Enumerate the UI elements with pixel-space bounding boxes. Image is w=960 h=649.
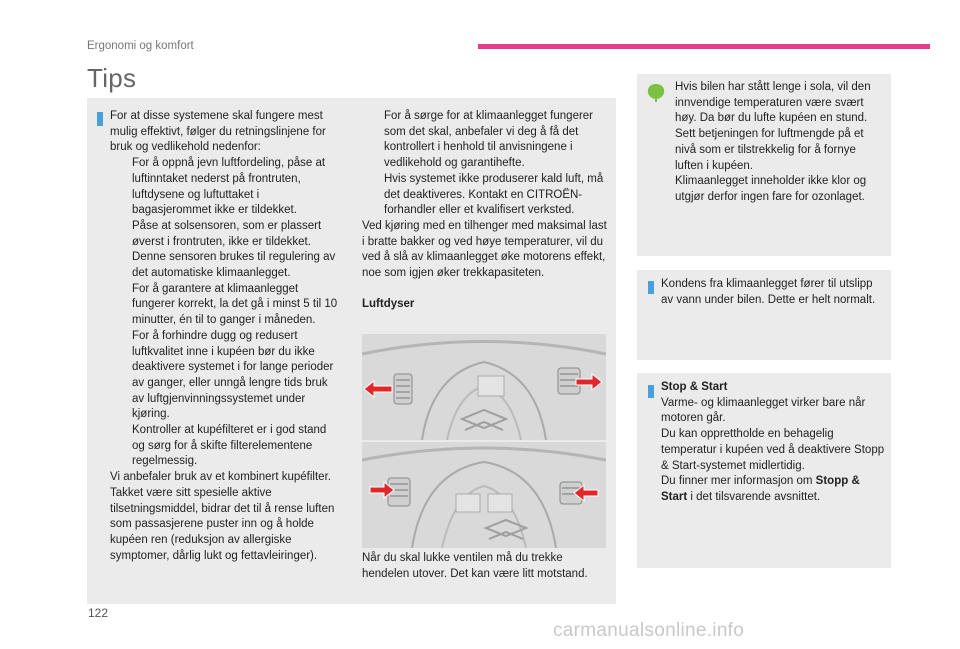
sun-tip: Hvis bilen har stått lenge i sola, vil den innvendige temperaturen være svært høy. Da bør du lufte kupéen en stund. Sett betjeningen for luftmengde på et nivå som er tilstrekkelig for å fornye luften i kupéen. (675, 81, 871, 172)
list-item: For å sørge for at klimaanlegget fungerer som det skal, anbefaler vi deg å få det kontrollert i henhold til anvisningene i vedlikehold og garantihefte. (384, 110, 594, 170)
filter-paragraph: Vi anbefaler bruk av et kombinert kupéfilter. Takket være sitt spesielle aktive tilsetningsmiddel, bidrar det til å rense luften som passasjerene puster inn og å holde kupéen ren (reduksjon av allergiske symptomer, dårlig lukt og fettavleiringer). (110, 471, 335, 562)
stop-start-title: Stop & Start (661, 381, 728, 393)
vent-illustration-open (362, 334, 606, 440)
page-title: Tips (87, 63, 137, 93)
trailer-paragraph: Ved kjøring med en tilhenger med maksimal last i bratte bakker og ved høye temperaturer, vil du ved å slå av klimaanlegget øke motorens effekt, noe som igjen øker trekkapasiteten. (362, 219, 607, 280)
eco-tip-text (675, 80, 885, 206)
info-icon (648, 281, 654, 294)
list-item: For å forhindre dugg og redusert luftkvalitet inne i kupéen bør du ikke deaktivere systemet i for lange perioder av ganger, eller unngå lengre tids bruk av luftgjenvinningssystemet under kjøring. (132, 329, 334, 421)
intro-paragraph: For at disse systemene skal fungere mest mulig effektivt, følger du retningslinjene for bruk og vedlikehold nedenfor: (110, 110, 326, 154)
info-icon (97, 112, 103, 126)
stop-start-reference: Du finner mer informasjon om Stopp & Start i det tilsvarende avsnittet. (661, 475, 860, 503)
stop-start-body: Varme- og klimaanlegget virker bare når motoren går. (661, 396, 866, 425)
list-item: For å oppnå jevn luftfordeling, påse at luftinntaket nederst på frontruten, luftdysene og luftuttaket i bagasjerommet ikke er tildekket. (132, 157, 326, 217)
vent-illustration-closed (362, 442, 606, 548)
stop-start-body: Du kan opprettholde en behagelig temperatur i kupéen ved å deaktivere Stopp & Start-systemet midlertidig. (661, 428, 885, 472)
watermark: carmanualsonline.info (553, 620, 745, 641)
dashboard-vents-drawing (362, 442, 606, 548)
list-item: Kontroller at kupéfilteret er i god stand og sørg for å skifte filterelementene regelmessig. (132, 424, 327, 468)
section-accent-bar (478, 44, 930, 49)
vents-heading: Luftdyser (362, 297, 415, 310)
service-column (362, 109, 607, 312)
condensation-tip: Kondens fra klimaanlegget fører til utslipp av vann under bilen. Dette er helt normalt. (661, 278, 876, 306)
vents-caption: Når du skal lukke ventilen må du trekke hendelen utover. Det kan være litt motstand. (362, 552, 588, 580)
info-icon (648, 385, 654, 398)
page-number: 122 (88, 606, 109, 620)
maintenance-column (110, 109, 338, 564)
eco-leaf-icon (645, 82, 667, 102)
list-item: For å garantere at klimaanlegget fungerer korrekt, la det gå i minst 5 til 10 minutter, én til to ganger i måneden. (132, 282, 338, 327)
ozone-tip: Klimaanlegget inneholder ikke klor og utgjør derfor ingen fare for ozonlaget. (675, 175, 867, 203)
dashboard-vents-drawing (362, 334, 606, 440)
list-item: Hvis systemet ikke produserer kald luft, må det deaktiveres. Kontakt en CITROËN-forhandler eller et kvalifisert verksted. (384, 172, 604, 217)
list-item: Påse at solsensoren, som er plassert øverst i frontruten, ikke er tildekket. Denne sensoren brukes til regulering av det automatiske klimaanlegget. (132, 219, 336, 280)
stop-start-text (661, 380, 885, 506)
section-title: Ergonomi og komfort (87, 40, 194, 52)
